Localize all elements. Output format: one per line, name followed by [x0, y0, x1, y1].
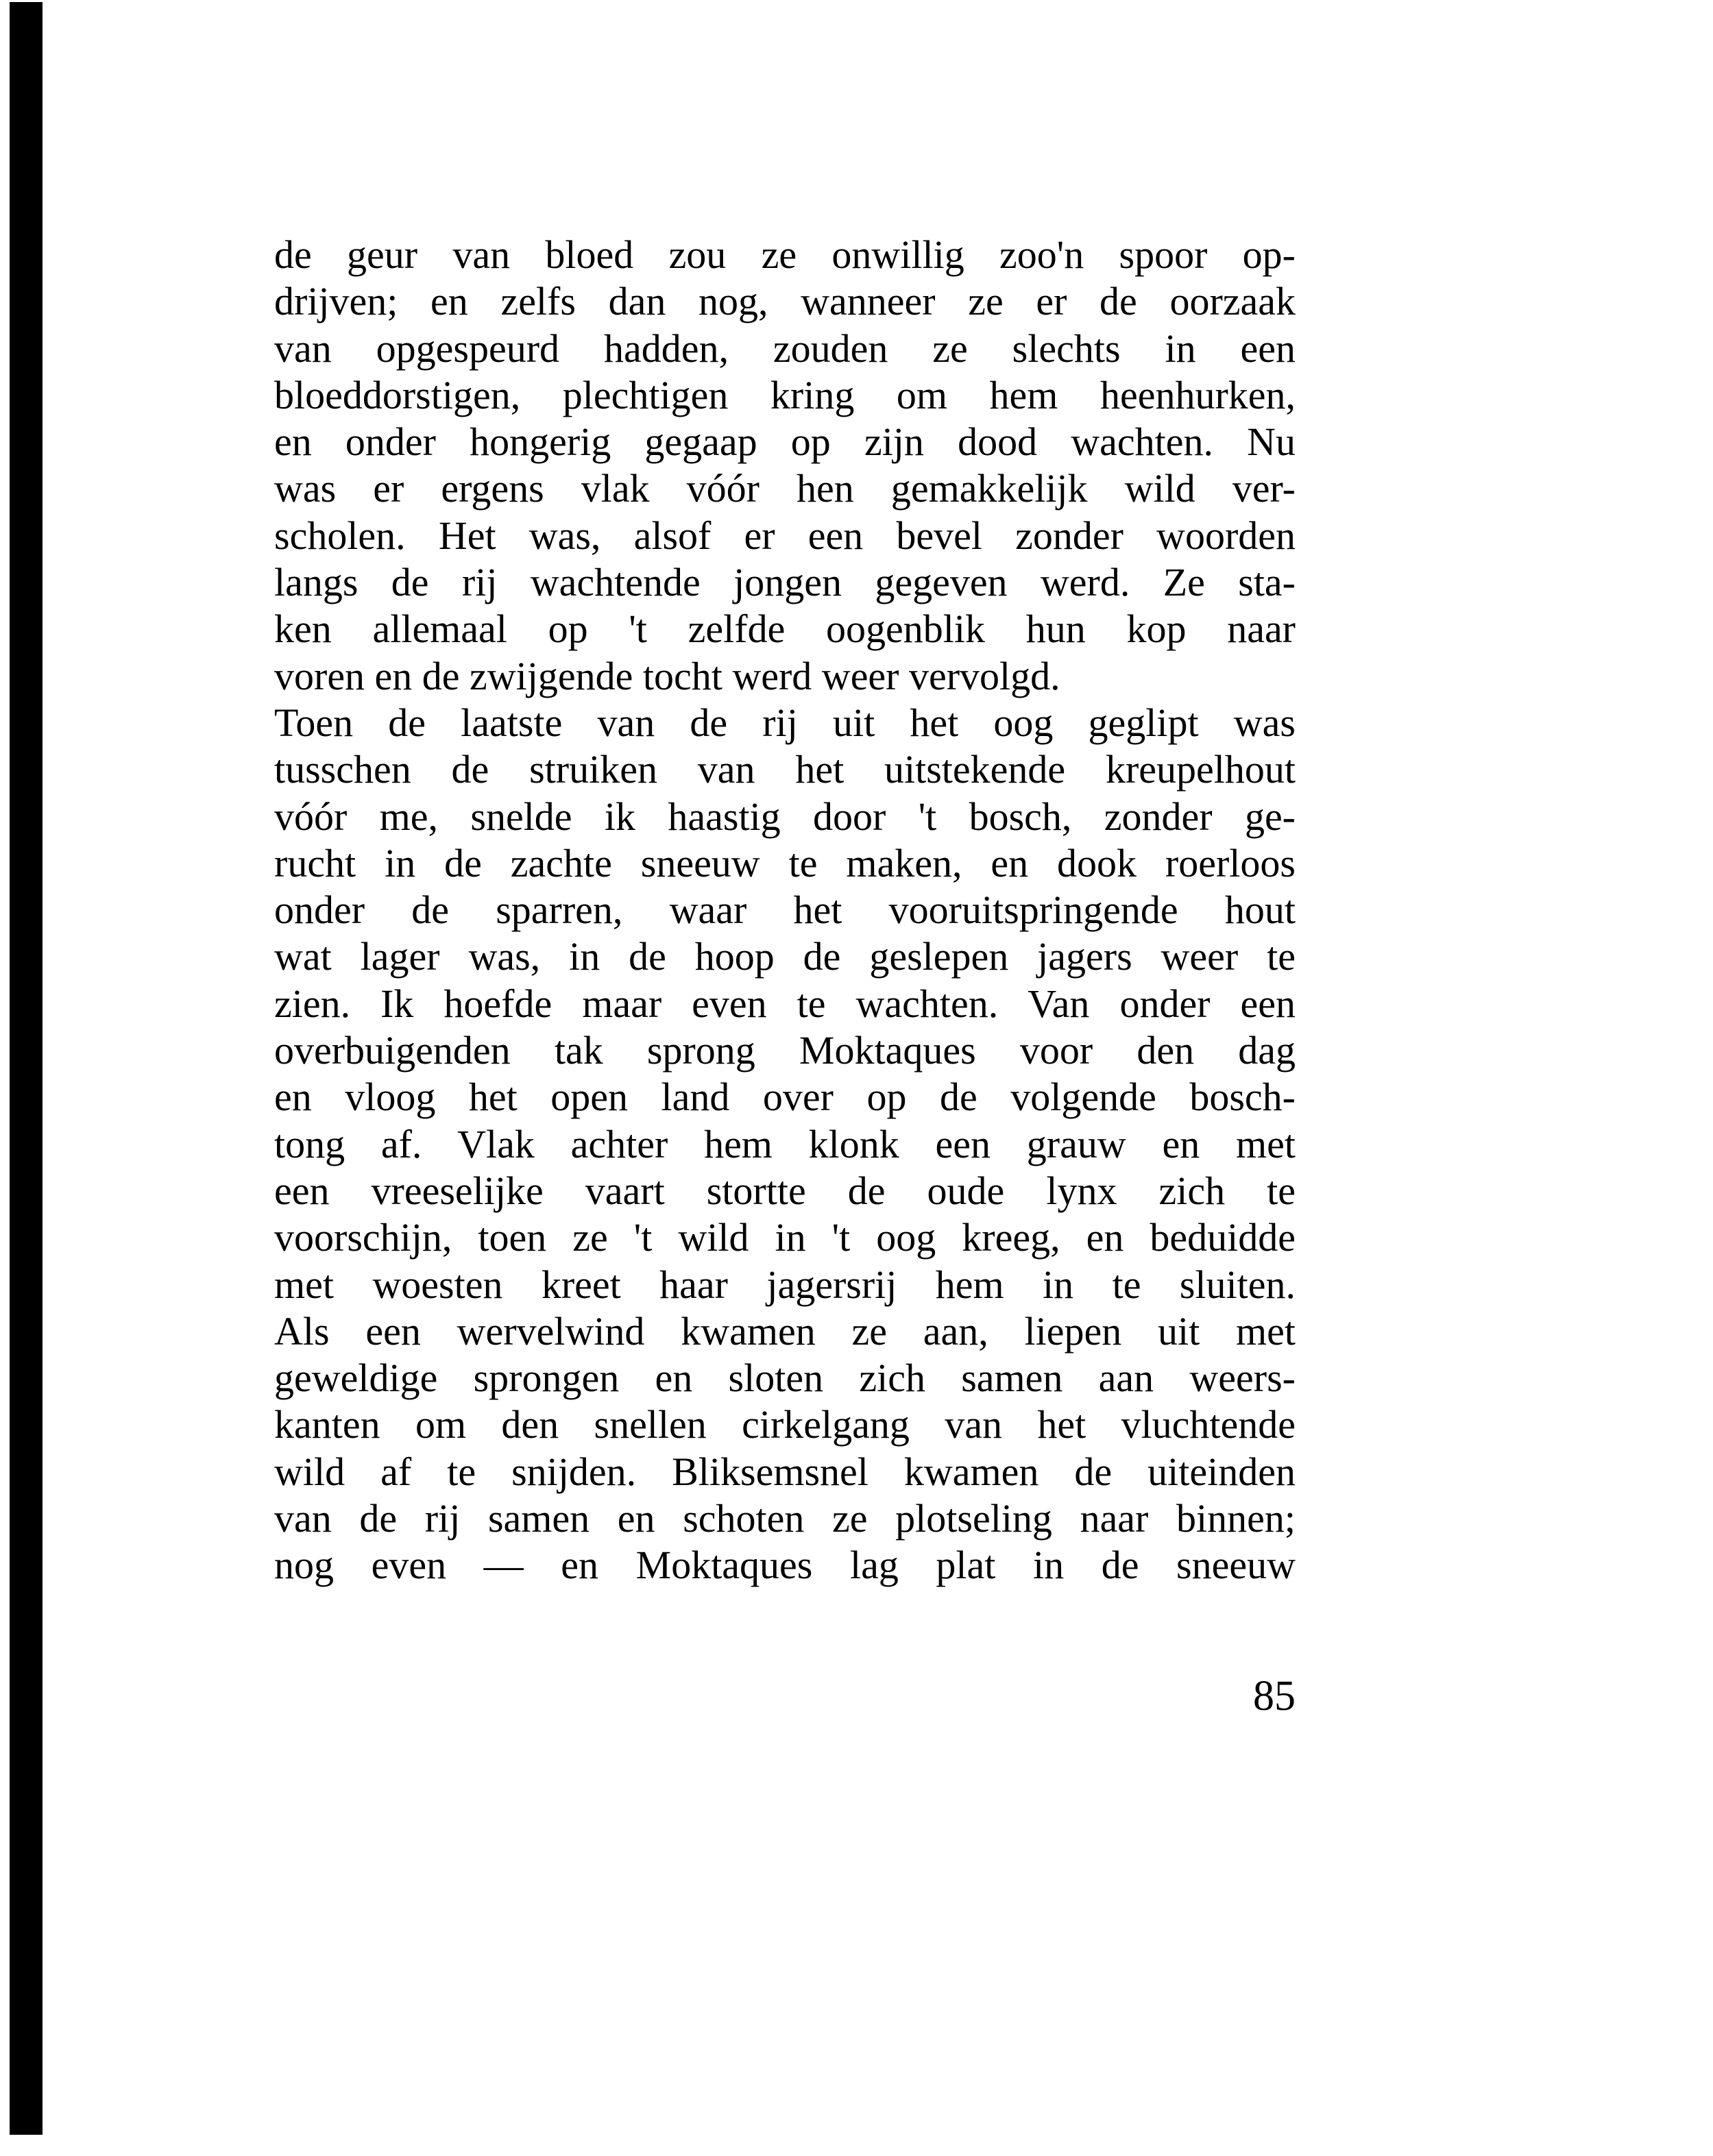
text-line: langs de rij wachtende jongen gegeven werd. Ze sta-	[274, 560, 1296, 605]
text-line: overbuigenden tak sprong Moktaques voor den dag	[274, 1028, 1296, 1073]
text-line: wild af te snijden. Bliksemsnel kwamen de uiteinden	[274, 1449, 1296, 1494]
text-line: en vloog het open land over op de volgende bosch-	[274, 1075, 1296, 1120]
text-line: kanten om den snellen cirkelgang van het vluchtende	[274, 1402, 1296, 1447]
text-line: van opgespeurd hadden, zouden ze slechts in een	[274, 326, 1296, 371]
scan-binding-edge	[10, 2, 42, 2135]
text-line: nog even — en Moktaques lag plat in de sneeuw	[274, 1543, 1296, 1588]
text-line: drijven; en zelfs dan nog, wanneer ze er de oorzaak	[274, 279, 1296, 324]
text-line: met woesten kreet haar jagersrij hem in te sluiten.	[274, 1262, 1296, 1307]
text-line: was er ergens vlak vóór hen gemakkelijk wild ver-	[274, 466, 1296, 511]
text-line: de geur van bloed zou ze onwillig zoo'n spoor op-	[274, 232, 1296, 277]
text-line: Toen de laatste van de rij uit het oog geglipt was	[274, 700, 1296, 745]
text-line: zien. Ik hoefde maar even te wachten. Van onder een	[274, 981, 1296, 1026]
text-line: een vreeselijke vaart stortte de oude lynx zich te	[274, 1168, 1296, 1213]
text-line: en onder hongerig gegaap op zijn dood wachten. Nu	[274, 419, 1296, 465]
page-number: 85	[1253, 1673, 1296, 1719]
text-line: Als een wervelwind kwamen ze aan, liepen uit met	[274, 1308, 1296, 1353]
text-line: bloeddorstigen, plechtigen kring om hem heenhurken,	[274, 372, 1296, 417]
text-line: onder de sparren, waar het vooruitspringende hout	[274, 887, 1296, 933]
text-line: voren en de zwijgende tocht werd weer vervolgd.	[274, 653, 1060, 698]
text-line: tusschen de struiken van het uitstekende kreupelhout	[274, 747, 1296, 792]
body-text	[274, 232, 1296, 1589]
text-line: scholen. Het was, alsof er een bevel zonder woorden	[274, 513, 1296, 558]
text-line: rucht in de zachte sneeuw te maken, en dook roerloos	[274, 840, 1296, 885]
text-line: van de rij samen en schoten ze plotseling naar binnen;	[274, 1496, 1296, 1541]
text-line: vóór me, snelde ik haastig door 't bosch, zonder ge-	[274, 794, 1296, 839]
text-line: tong af. Vlak achter hem klonk een grauw en met	[274, 1121, 1296, 1166]
text-line: geweldige sprongen en sloten zich samen aan weers-	[274, 1356, 1296, 1401]
text-line: wat lager was, in de hoop de geslepen jagers weer te	[274, 934, 1296, 979]
text-line: ken allemaal op 't zelfde oogenblik hun kop naar	[274, 607, 1296, 652]
text-line: voorschijn, toen ze 't wild in 't oog kreeg, en beduidde	[274, 1215, 1296, 1260]
